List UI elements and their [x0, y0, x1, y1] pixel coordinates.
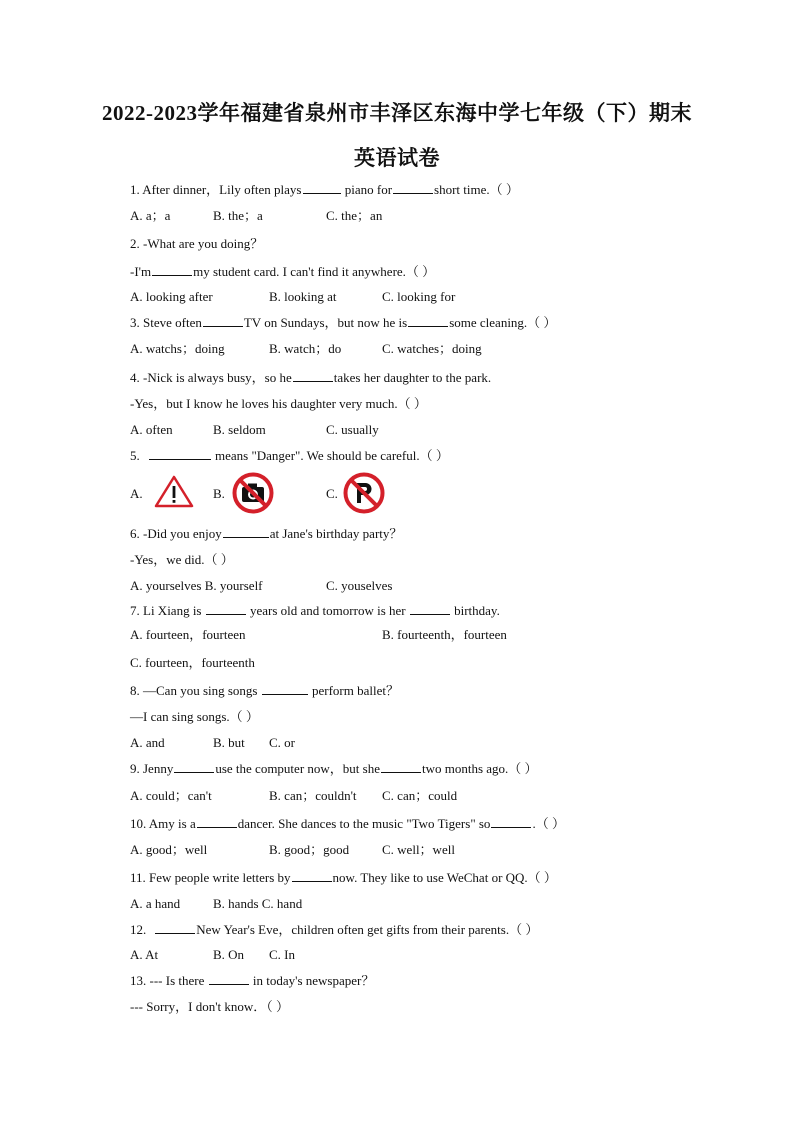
- question-7-text: birthday.: [454, 603, 500, 618]
- option-a: A. looking after: [130, 289, 213, 304]
- question-12-text: New Year's Eve，children often get gifts from their parents.（ ）: [196, 922, 539, 937]
- option-b: B. seldom: [213, 422, 266, 437]
- question-9-text: 9. Jenny: [130, 761, 174, 776]
- question-7-text: 7. Li Xiang is: [130, 603, 202, 618]
- option-c: C.: [326, 486, 338, 501]
- question-8-line-2: —I can sing songs.（ ）: [130, 709, 259, 724]
- answer-blank: [206, 602, 246, 615]
- answer-blank: [174, 760, 214, 773]
- question-6: [130, 525, 402, 542]
- question-6-text: at Jane's birthday party？: [269, 526, 403, 541]
- answer-blank: [203, 314, 243, 327]
- question-10-text: dancer. She dances to the music "Two Tigers" so: [237, 816, 491, 831]
- question-3: [130, 314, 556, 331]
- option-c: C. usually: [326, 422, 379, 437]
- answer-blank: [292, 869, 332, 882]
- question-2-text: -I'm: [130, 264, 152, 279]
- question-13-text: in today's newspaper？: [252, 973, 375, 988]
- question-9: [130, 760, 538, 777]
- option-c: C. youselves: [326, 578, 393, 593]
- question-5-text: means "Danger". We should be careful.（ ）: [215, 448, 449, 463]
- no-parking-icon: [343, 472, 385, 514]
- option-a-b: A. yourselves B. yourself: [130, 578, 263, 593]
- option-b: B. the；a: [213, 208, 263, 223]
- option-c: C. watches；doing: [382, 341, 482, 356]
- option-a: A. a hand: [130, 896, 181, 911]
- title-line-2: 英语试卷: [354, 146, 440, 170]
- question-8: [130, 682, 399, 699]
- answer-blank: [381, 760, 421, 773]
- question-4-line-2: -Yes，but I know he loves his daughter very much.（ ）: [130, 396, 427, 411]
- option-c: C. can；could: [382, 788, 458, 803]
- question-5-text: 5.: [130, 448, 140, 463]
- question-3-text: TV on Sundays，but now he is: [243, 315, 408, 330]
- question-5: [130, 447, 449, 464]
- question-9-text: use the computer now，but she: [215, 761, 380, 776]
- question-11: [130, 869, 557, 886]
- question-10-text: 10. Amy is a: [130, 816, 196, 831]
- option-a: A. watchs；doing: [130, 341, 225, 356]
- option-c: C. well；well: [382, 842, 455, 857]
- question-13-text: 13. --- Is there: [130, 973, 205, 988]
- option-b: B. but: [213, 735, 245, 750]
- answer-blank: [410, 602, 450, 615]
- question-13: [130, 972, 374, 989]
- option-a: A. good；well: [130, 842, 208, 857]
- answer-blank: [393, 181, 433, 194]
- option-b: B. On: [213, 947, 245, 962]
- warning-triangle-icon: [154, 475, 194, 509]
- option-c: C. looking for: [382, 289, 456, 304]
- question-2: 2. -What are you doing？: [130, 236, 264, 251]
- question-4: [130, 369, 491, 386]
- option-b: B. good；good: [269, 842, 350, 857]
- question-11-text: 11. Few people write letters by: [130, 870, 291, 885]
- answer-blank: [197, 815, 237, 828]
- option-c: C. In: [269, 947, 295, 962]
- option-b: B.: [213, 486, 225, 501]
- option-a: A. and: [130, 735, 165, 750]
- answer-blank: [209, 972, 249, 985]
- question-8-text: 8. —Can you sing songs: [130, 683, 258, 698]
- option-a: A. could；can't: [130, 788, 212, 803]
- option-b: B. fourteenth，fourteen: [382, 627, 507, 642]
- option-c: C. or: [269, 735, 295, 750]
- question-7: [130, 602, 500, 619]
- question-1-text: piano for: [341, 182, 393, 197]
- question-1-text: short time.（ ）: [434, 182, 519, 197]
- option-a: A. fourteen，fourteen: [130, 627, 246, 642]
- option-b: B. watch；do: [269, 341, 342, 356]
- question-4-text: takes her daughter to the park.: [333, 370, 492, 385]
- answer-blank: [223, 525, 269, 538]
- option-b-c: B. hands C. hand: [213, 896, 303, 911]
- question-2-text: my student card. I can't find it anywhere.（ ）: [193, 264, 436, 279]
- question-11-text: now. They like to use WeChat or QQ.（ ）: [332, 870, 557, 885]
- answer-blank: [262, 682, 308, 695]
- question-9-text: two months ago.（ ）: [421, 761, 538, 776]
- question-4-text: 4. -Nick is always busy，so he: [130, 370, 292, 385]
- question-13-line-2: --- Sorry，I don't know．（ ）: [130, 999, 290, 1014]
- option-c: C. the；an: [326, 208, 383, 223]
- question-7-options-2: C. fourteen，fourteenth: [130, 655, 255, 670]
- option-a: A.: [130, 486, 143, 501]
- question-12: [130, 921, 538, 938]
- answer-blank: [152, 263, 192, 276]
- answer-blank: [155, 921, 195, 934]
- answer-blank: [303, 181, 341, 194]
- question-8-text: perform ballet？: [311, 683, 399, 698]
- question-12-text: 12.: [130, 922, 147, 937]
- question-6-text: 6. -Did you enjoy: [130, 526, 222, 541]
- question-3-text: 3. Steve often: [130, 315, 202, 330]
- answer-blank: [408, 314, 448, 327]
- question-10-text: .（ ）: [532, 816, 565, 831]
- question-3-text: some cleaning.（ ）: [449, 315, 557, 330]
- no-photography-icon: [232, 472, 274, 514]
- option-a: A. often: [130, 422, 173, 437]
- title-line-1: 2022-2023学年福建省泉州市丰泽区东海中学七年级（下）期末: [102, 101, 692, 125]
- question-7-text: years old and tomorrow is her: [250, 603, 406, 618]
- option-b: B. can；couldn't: [269, 788, 357, 803]
- answer-blank: [491, 815, 531, 828]
- answer-blank: [149, 447, 211, 460]
- option-a: A. a；a: [130, 208, 171, 223]
- question-2-line-2: [130, 263, 435, 280]
- question-1-text: 1. After dinner，Lily often plays: [130, 182, 302, 197]
- question-6-line-2: -Yes，we did.（ ）: [130, 552, 234, 567]
- option-a: A. At: [130, 947, 159, 962]
- question-10: [130, 815, 565, 832]
- answer-blank: [293, 369, 333, 382]
- option-b: B. looking at: [269, 289, 337, 304]
- question-1: [130, 181, 519, 198]
